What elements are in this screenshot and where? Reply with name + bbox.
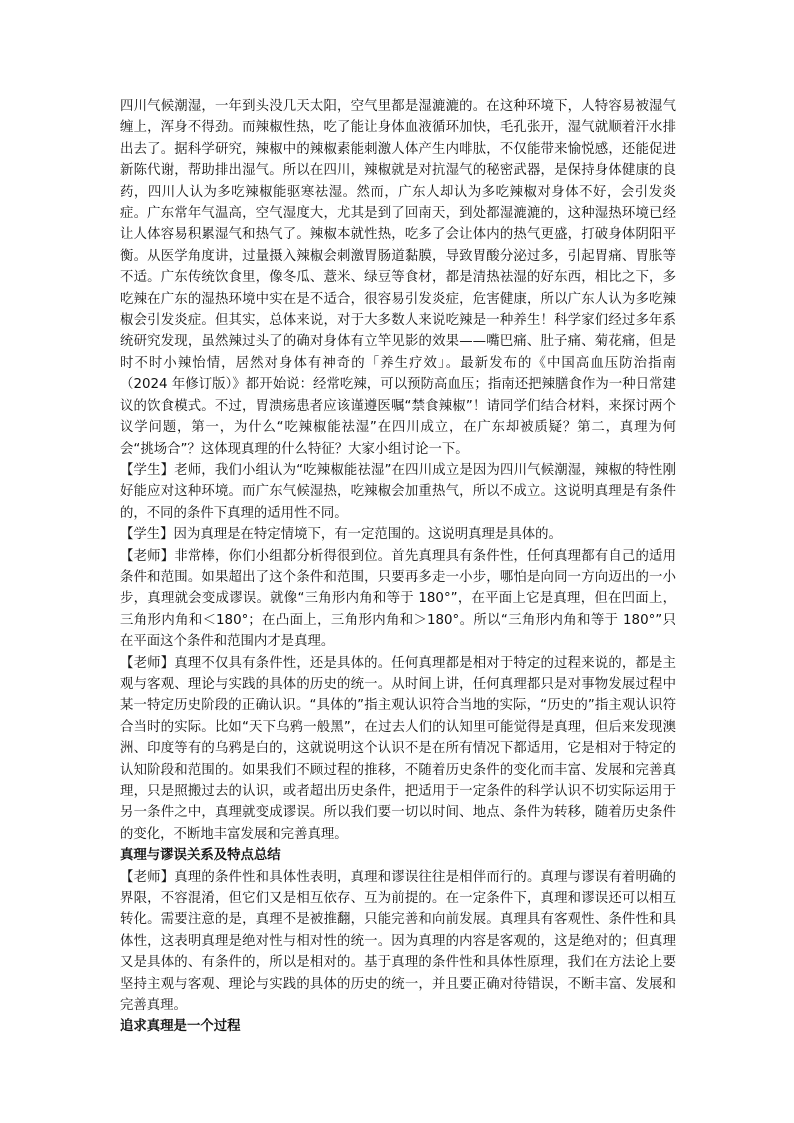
section-heading-pursuit: 追求真理是一个过程 (120, 1019, 241, 1035)
paragraph-teacher-3: 【老师】真理的条件性和具体性表明，真理和谬误往往是相伴而行的。真理与谬误有着明确的界限，不容混淆，但它们又是相互依存、互为前提的。在一定条件下，真理和谬误还可以相互转化。需要注意的是，真理不是被推翻，只能完善和向前发展。真理具有客观性、条件性和具体性，这表明真理是绝对性与相对性的统一。因为真理的内容是客观的，这是绝对的；但真理又是具体的、有条件的，所以是相对的。基于真理的条件性和具体性原理，我们在方法论上要坚持主观与客观、理论与实践的具体的历史的统一，并且要正确对待错误，不断丰富、发展和完善真理。 (120, 869, 676, 1014)
paragraph-student-2: 【学生】因为真理是在特定情境下，有一定范围的。这说明真理是具体的。 (120, 527, 562, 543)
section-heading-truth-error: 真理与谬误关系及特点总结 (120, 848, 281, 864)
paragraph-teacher-2: 【老师】真理不仅具有条件性，还是具体的。任何真理都是相对于特定的过程来说的，都是主观与客观、理论与实践的具体的历史的统一。从时间上讲，任何真理都只是对事物发展过程中某一特定历史阶段的正确认识。“具体的”指主观认识符合当地的实际，“历史的”指主观认识符合当时的实际。比如“天下乌鸦一般黑”，在过去人们的认知里可能觉得是真理，但后来发现澳洲、印度等有的乌鸦是白的，这就说明这个认识不是在所有情况下都适用，它是相对于特定的认知阶段和范围的。如果我们不顾过程的推移，不随着历史条件的变化而丰富、发展和完善真理，只是照搬过去的认识，或者超出历史条件，把适用于一定条件的科学认识不切实际运用于另一条件之中，真理就变成谬误。所以我们要一切以时间、地点、条件为转移，随着历史条件的变化，不断地丰富发展和完善真理。 (120, 655, 676, 842)
paragraph-student-1: 【学生】老师，我们小组认为“吃辣椒能祛湿”在四川成立是因为四川气候潮湿，辣椒的特性刚好能应对这种环境。而广东气候湿热，吃辣椒会加重热气，所以不成立。这说明真理是有条件的，不同的条件下真理的适用性不同。 (120, 462, 676, 521)
paragraph-intro: 四川气候潮湿，一年到头没几天太阳，空气里都是湿漉漉的。在这种环境下，人特容易被湿气缠上，浑身不得劲。而辣椒性热，吃了能让身体血液循环加快，毛孔张开，湿气就顺着汗水排出去了。据科学研究，辣椒中的辣椒素能刺激人体产生内啡肽，不仅能带来愉悦感，还能促进新陈代谢，帮助排出湿气。所以在四川，辣椒就是对抗湿气的秘密武器，是保持身体健康的良药，四川人认为多吃辣椒能驱寒祛湿。然而，广东人却认为多吃辣椒对身体不好，会引发炎症。广东常年气温高，空气湿度大，尤其是到了回南天，到处都湿漉漉的，这种湿热环境已经让人体容易积累湿气和热气了。辣椒本就性热，吃多了会让体内的热气更盛，打破身体阴阳平衡。从医学角度讲，过量摄入辣椒会刺激胃肠道黏膜，导致胃酸分泌过多，引起胃痛、胃胀等不适。广东传统饮食里，像冬瓜、薏米、绿豆等食材，都是清热祛湿的好东西，相比之下，多吃辣在广东的湿热环境中实在是不适合，很容易引发炎症，危害健康，所以广东人认为多吃辣椒会引发炎症。但其实，总体来说，对于大多数人来说吃辣是一种养生！科学家们经过多年系统研究发现，虽然辣过头了的确对身体有立竿见影的效果——嘴巴痛、肚子痛、菊花痛，但是时不时小辣怡情，居然对身体有神奇的「养生疗效」。最新发布的《中国高血压防治指南（2024 年修订版）》都开始说：经常吃辣，可以预防高血压；指南还把辣膳食作为一种日常建议的饮食模式。不过，胃溃疡患者应该谨遵医嘱“禁食辣椒”！请同学们结合材料，来探讨两个议学问题，第一，为什么“吃辣椒能祛湿”在四川成立，在广东却被质疑？第二，真理为何会“挑场合”？这体现真理的什么特征？大家小组讨论一下。 (120, 99, 676, 457)
document-body (120, 96, 676, 1038)
paragraph-teacher-1: 【老师】非常棒，你们小组都分析得很到位。首先真理具有条件性，任何真理都有自己的适用条件和范围。如果超出了这个条件和范围，只要再多走一小步，哪怕是向同一方向迈出的一小步，真理就会变成谬误。就像“三角形内角和等于 180°”，在平面上它是真理，但在凹面上，三角形内角和＜180°；在凸面上，三角形内角和＞180°。所以“三角形内角和等于 180°”只在平面这个条件和范围内才是真理。 (120, 548, 676, 650)
